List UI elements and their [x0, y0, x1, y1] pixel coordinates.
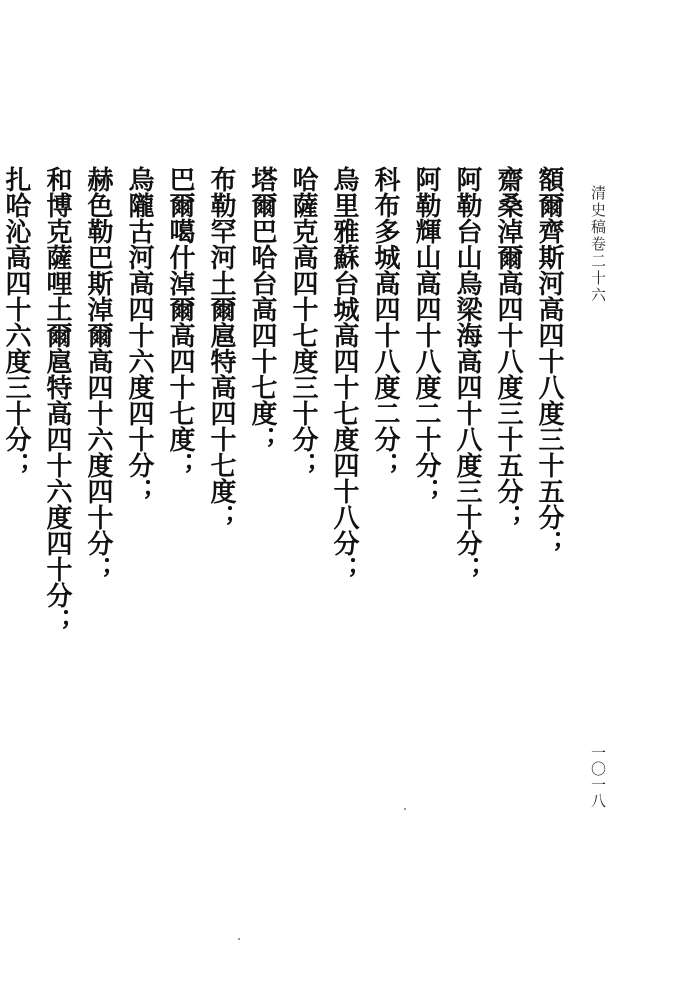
page-number: 一〇一八 — [589, 745, 607, 809]
text-column: 和博克薩哩土爾扈特高四十六度四十分； — [42, 166, 72, 634]
text-column: 塔爾巴哈台高四十七度； — [247, 166, 277, 452]
text-column: 額爾齊斯河高四十八度三十五分； — [534, 166, 564, 556]
text-column: 烏隴古河高四十六度四十分； — [124, 166, 154, 504]
main-text-columns — [0, 166, 569, 646]
text-column: 哈薩克高四十七度三十分； — [288, 166, 318, 478]
text-column: 烏里雅蘇台城高四十七度四十八分； — [329, 166, 359, 582]
text-column: 扎哈沁高四十六度三十分； — [1, 166, 31, 478]
running-head: 清史稿卷二十六 — [589, 185, 607, 304]
text-column: 布勒罕河土爾扈特高四十七度； — [206, 166, 236, 530]
paper-speck — [404, 808, 406, 810]
text-column: 阿勒輝山高四十八度二十分； — [411, 166, 441, 504]
text-column: 齋桑淖爾高四十八度三十五分； — [493, 166, 523, 530]
text-column: 阿勒台山烏梁海高四十八度三十分； — [452, 166, 482, 582]
text-column: 赫色勒巴斯淖爾高四十六度四十分； — [83, 166, 113, 582]
text-column: 巴爾噶什淖爾高四十七度； — [165, 166, 195, 478]
paper-speck — [238, 938, 240, 940]
text-column: 科布多城高四十八度二分； — [370, 166, 400, 478]
